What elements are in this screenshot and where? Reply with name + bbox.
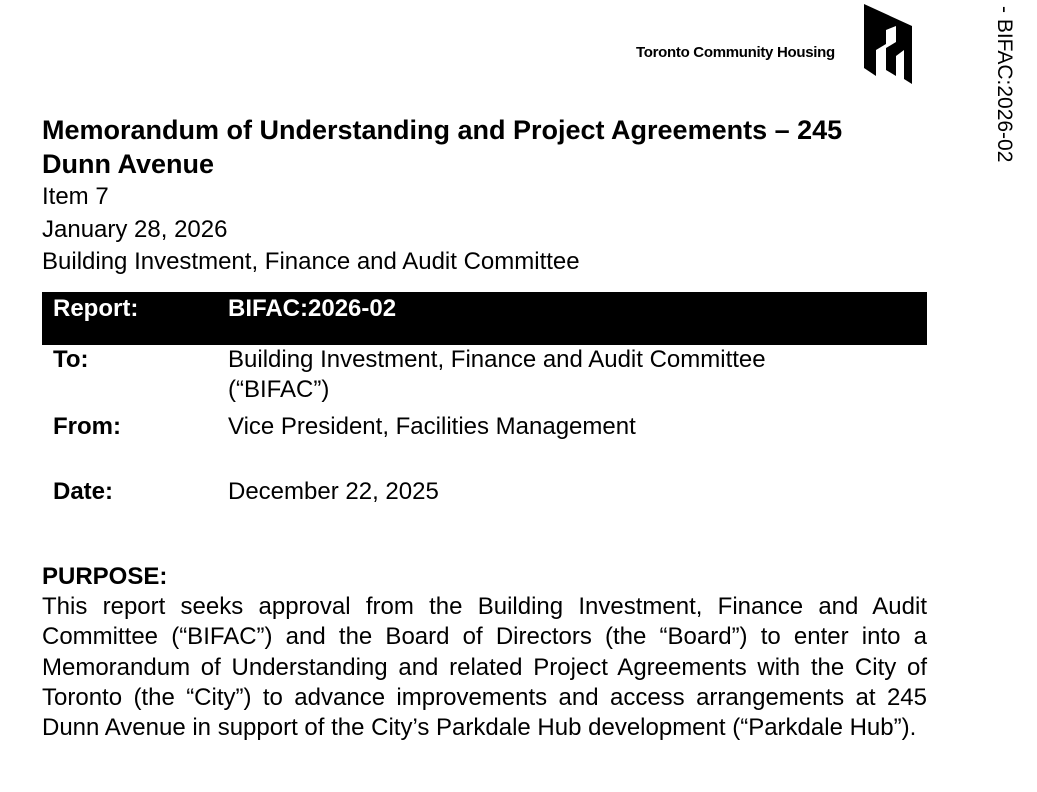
organization-name: Toronto Community Housing	[636, 44, 835, 61]
from-value: Vice President, Facilities Management	[228, 413, 636, 440]
committee-name: Building Investment, Finance and Audit Committee	[42, 248, 580, 275]
report-number: BIFAC:2026-02	[228, 295, 397, 322]
to-value-line-1: Building Investment, Finance and Audit Committee	[228, 346, 766, 373]
date-label: Date:	[53, 478, 114, 505]
report-label: Report:	[53, 295, 139, 322]
side-report-label: - BIFAC:2026-02	[993, 6, 1016, 163]
meeting-date: January 28, 2026	[42, 216, 228, 243]
tch-logo-icon	[862, 4, 914, 88]
document-title: Memorandum of Understanding and Project Agreements – 245 Dunn Avenue	[42, 115, 843, 179]
report-header-bar	[42, 292, 927, 345]
to-value-line-2: (“BIFAC”)	[228, 376, 330, 403]
item-number: Item 7	[42, 183, 109, 210]
to-value	[228, 345, 868, 405]
from-label: From:	[53, 413, 121, 440]
to-label: To:	[53, 346, 89, 373]
date-value: December 22, 2025	[228, 478, 439, 505]
purpose-heading: PURPOSE:	[42, 563, 168, 590]
purpose-paragraph: This report seeks approval from the Building Investment, Finance and Audit Committee (“BIFAC”) and the Board of Directors (the “Board”) to enter into a Memorandum of Understanding and related Project Agreements with the City of Toronto (the “City”) to advance improvements and access arrangements at 245 Dunn Avenue in support of the City’s Parkdale Hub development (“Parkdale Hub”).	[42, 593, 927, 742]
